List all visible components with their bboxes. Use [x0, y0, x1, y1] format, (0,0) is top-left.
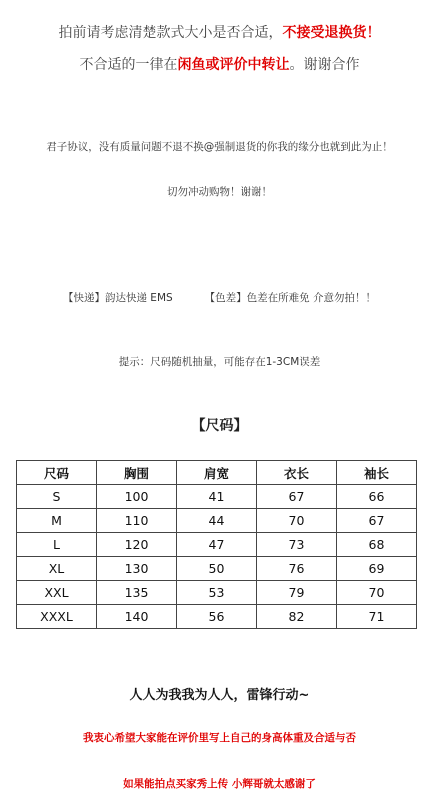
header-length: 衣长: [257, 461, 337, 485]
cell-sleeve: 68: [337, 533, 417, 557]
notice-line-1-text: 拍前请考虑清楚款式大小是否合适，: [58, 25, 283, 41]
notice-line-1: [0, 22, 439, 42]
cell-shoulder: 47: [177, 533, 257, 557]
photo-request-text: 如果能拍点买家秀上传 小辉哥就太感谢了: [123, 778, 316, 790]
size-chart-title: 【尺码】: [191, 418, 248, 434]
table-row: [17, 509, 417, 533]
cell-sleeve: 69: [337, 557, 417, 581]
agreement-text: 君子协议，没有质量问题不退不换@强制退货的你我的缘分也就到此为止！: [46, 141, 393, 153]
cell-size: XXL: [17, 581, 97, 605]
cell-shoulder: 50: [177, 557, 257, 581]
table-row: [17, 581, 417, 605]
cell-length: 82: [257, 605, 337, 629]
cell-chest: 120: [97, 533, 177, 557]
cell-sleeve: 71: [337, 605, 417, 629]
header-size: 尺码: [17, 461, 97, 485]
header-chest: 胸围: [97, 461, 177, 485]
cell-sleeve: 67: [337, 509, 417, 533]
table-row: [17, 605, 417, 629]
size-table-header-row: [17, 461, 417, 485]
cell-size: S: [17, 485, 97, 509]
cell-shoulder: 53: [177, 581, 257, 605]
notice-line-2-suffix: 。谢谢合作: [289, 57, 360, 73]
cell-sleeve: 70: [337, 581, 417, 605]
cell-chest: 140: [97, 605, 177, 629]
cell-shoulder: 56: [177, 605, 257, 629]
shipping-color-line: [0, 290, 439, 305]
cell-chest: 110: [97, 509, 177, 533]
table-row: [17, 533, 417, 557]
cell-length: 67: [257, 485, 337, 509]
notice-line-2-prefix: 不合适的一律在: [79, 57, 178, 73]
notice-line-2: [0, 54, 439, 74]
cell-chest: 100: [97, 485, 177, 509]
header-sleeve: 袖长: [337, 461, 417, 485]
cell-chest: 130: [97, 557, 177, 581]
cell-length: 73: [257, 533, 337, 557]
header-shoulder: 肩宽: [177, 461, 257, 485]
table-row: [17, 557, 417, 581]
cell-size: L: [17, 533, 97, 557]
notice-line-2-highlight: 闲鱼或评价中转让: [177, 57, 290, 73]
cell-length: 76: [257, 557, 337, 581]
review-wish-text: 我衷心希望大家能在评价里写上自己的身高体重及合适与否: [83, 732, 356, 744]
size-table: [16, 460, 417, 629]
cell-sleeve: 66: [337, 485, 417, 509]
cell-chest: 135: [97, 581, 177, 605]
size-tip-text: 提示：尺码随机抽量，可能存在1-3CM误差: [118, 356, 321, 368]
cell-shoulder: 44: [177, 509, 257, 533]
cell-size: M: [17, 509, 97, 533]
slogan-text: 人人为我我为人人，雷锋行动~: [129, 688, 310, 703]
cell-length: 79: [257, 581, 337, 605]
cell-size: XL: [17, 557, 97, 581]
color-difference-text: 【色差】色差在所难免 介意勿拍！！: [204, 292, 377, 304]
table-row: [17, 485, 417, 509]
cell-length: 70: [257, 509, 337, 533]
cell-shoulder: 41: [177, 485, 257, 509]
notice-line-1-highlight: 不接受退换货！: [282, 25, 381, 41]
no-impulse-text: 切勿冲动购物！谢谢！: [167, 186, 272, 198]
shipping-text: 【快递】韵达快递 EMS: [62, 292, 173, 304]
cell-size: XXXL: [17, 605, 97, 629]
